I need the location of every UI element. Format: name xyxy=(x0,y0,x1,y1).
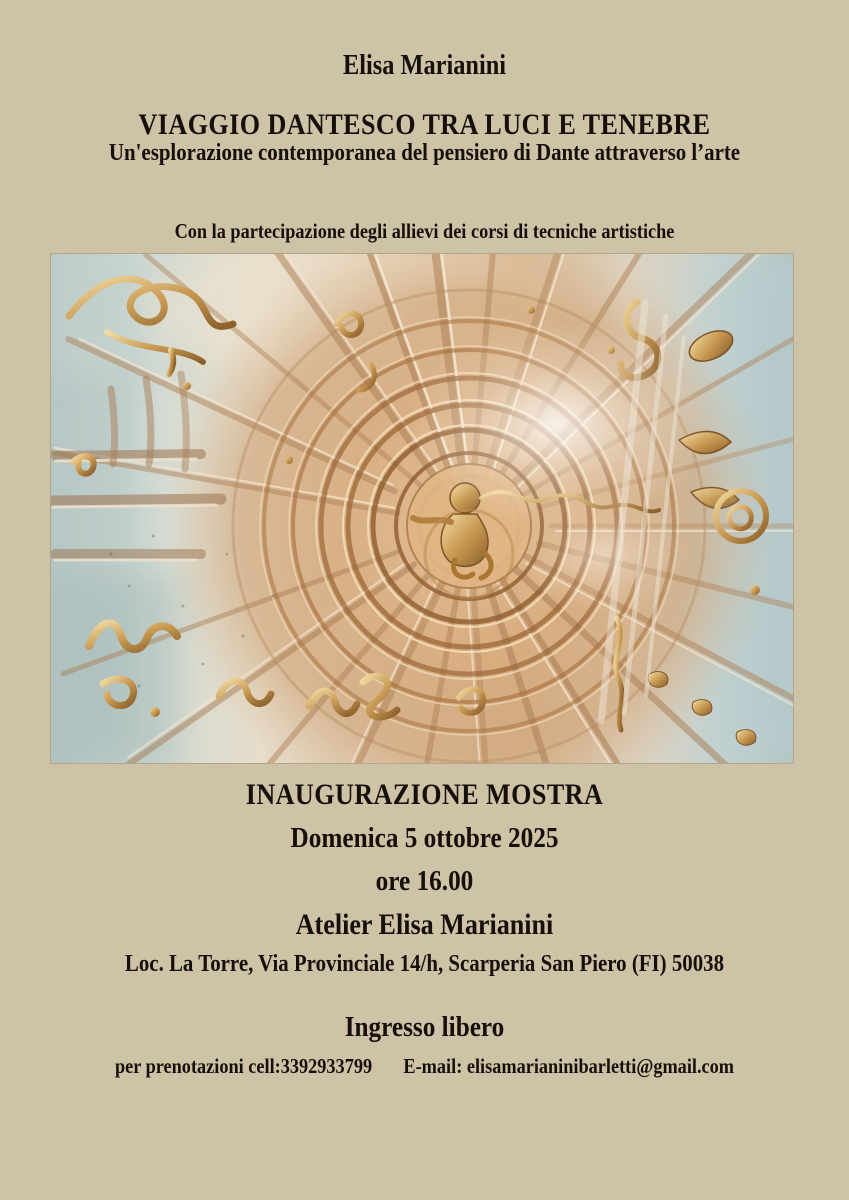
event-date: Domenica 5 ottobre 2025 xyxy=(290,822,559,854)
event-time: ore 16.00 xyxy=(375,865,474,897)
admission-note: Ingresso libero xyxy=(344,1011,505,1043)
event-address: Loc. La Torre, Via Provinciale 14/h, Scarperia San Piero (FI) 50038 xyxy=(124,951,725,977)
event-heading: INAUGURAZIONE MOSTRA xyxy=(245,778,604,811)
contact-email: E-mail: elisamarianinibarletti@gmail.com xyxy=(403,1054,735,1078)
contact-line xyxy=(55,1054,794,1078)
event-venue: Atelier Elisa Marianini xyxy=(295,908,554,941)
artwork-sun-relief xyxy=(51,254,793,763)
artist-name: Elisa Marianini xyxy=(342,50,507,81)
contact-phone: per prenotazioni cell:3392933799 xyxy=(114,1054,373,1078)
exhibition-subtitle: Un'esplorazione contemporanea del pensiero di Dante attraverso l’arte xyxy=(108,140,741,166)
exhibition-title: VIAGGIO DANTESCO TRA LUCI E TENEBRE xyxy=(138,108,711,141)
participation-note: Con la partecipazione degli allievi dei corsi di tecniche artistiche xyxy=(174,219,675,243)
artwork-image xyxy=(51,254,793,763)
